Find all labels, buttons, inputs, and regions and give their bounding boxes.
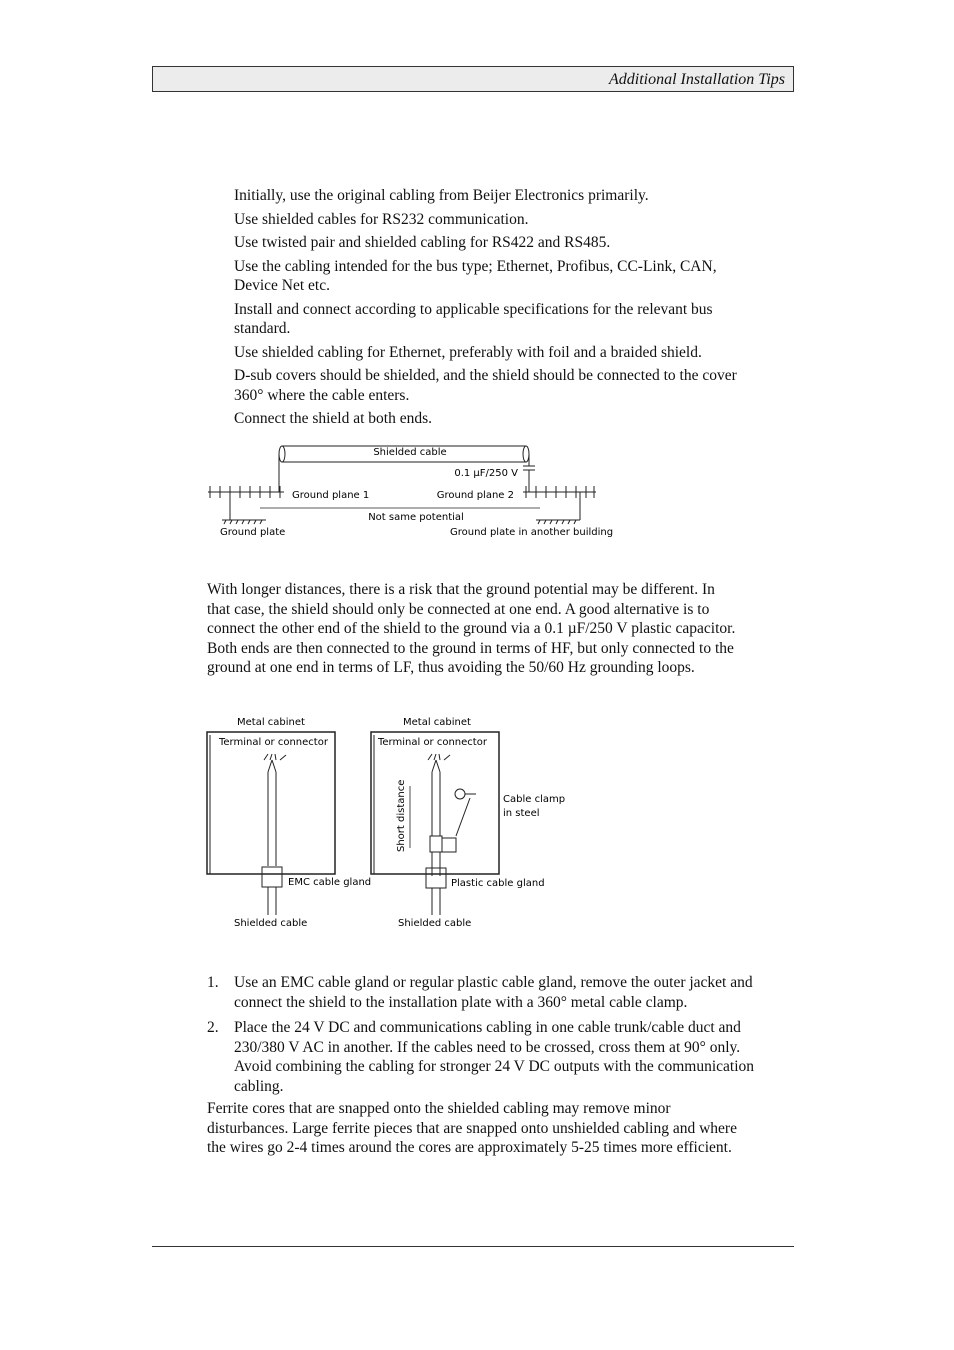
list-item: Use twisted pair and shielded cabling for RS422 and RS485. bbox=[234, 234, 611, 251]
list-item: D-sub covers should be shielded, and the shield should be connected to the cover 360° where the cable enters. bbox=[234, 367, 737, 404]
list-item: Install and connect according to applicable specifications for the relevant bus standard. bbox=[234, 300, 713, 337]
capacitor-label: 0.1 µF/250 V bbox=[454, 468, 518, 479]
footer-divider bbox=[152, 1246, 794, 1247]
emc-gland-label: EMC cable gland bbox=[288, 877, 372, 888]
list-item: Connect the shield at both ends. bbox=[234, 410, 433, 427]
left-terminal-label: Terminal or connector bbox=[219, 737, 328, 748]
item-text: Use an EMC cable gland or regular plastic cable gland, remove the outer jacket and connect the shield to the installation plate with a 360° metal cable clamp. bbox=[234, 974, 753, 1011]
right-cabinet-label: Metal cabinet bbox=[403, 717, 471, 728]
list-item bbox=[207, 1018, 757, 1096]
tips-list bbox=[234, 186, 754, 433]
header-title: Additional Installation Tips bbox=[608, 71, 785, 88]
shield-grounding-diagram bbox=[200, 438, 630, 543]
numbered-list bbox=[207, 973, 757, 1102]
plastic-gland-label: Plastic cable gland bbox=[451, 878, 545, 889]
short-distance-label: Short distance bbox=[396, 779, 407, 852]
list-item: Use shielded cables for RS232 communication. bbox=[234, 210, 529, 228]
item-number: 2. bbox=[207, 1019, 219, 1036]
ground-plate-label: Ground plate bbox=[220, 527, 286, 538]
ferrite-paragraph: Ferrite cores that are snapped onto the shielded cabling may remove minor disturbances. Large ferrite pieces that are snapped onto unshielded cabling and where the wires go 2-4 times around the cores are approximately 5-25 times more efficient. bbox=[207, 1100, 737, 1156]
right-cable-label: Shielded cable bbox=[398, 918, 472, 929]
left-cabinet-label: Metal cabinet bbox=[237, 717, 305, 728]
cable-gland-diagram bbox=[200, 710, 590, 940]
not-same-potential-label: Not same potential bbox=[368, 512, 464, 523]
shielded-cable-label: Shielded cable bbox=[373, 447, 447, 458]
list-item: Use the cabling intended for the bus type; Ethernet, Profibus, CC-Link, CAN, Device Net etc. bbox=[234, 257, 717, 294]
item-text: Place the 24 V DC and communications cabling in one cable trunk/cable duct and 230/380 V AC in another. If the cables need to be crossed, cross them at 90° only. Avoid combining the cabling for stronger 24 V DC outputs with the communication cabling. bbox=[234, 1019, 755, 1095]
ground-potential-paragraph: With longer distances, there is a risk that the ground potential may be different. In that case, the shield should only be connected at one end. A good alternative is to connect the other end of the shield to the ground via a 0.1 µF/250 V plastic capacitor. Both ends are then connected to the ground in terms of HF, but only connected to the ground at one end in terms of LF, thus avoiding the 50/60 Hz grounding loops. bbox=[207, 581, 736, 676]
item-number: 1. bbox=[207, 974, 219, 991]
page-header bbox=[152, 66, 794, 92]
left-cable-label: Shielded cable bbox=[234, 918, 308, 929]
right-terminal-label: Terminal or connector bbox=[378, 737, 487, 748]
list-item: Use shielded cabling for Ethernet, preferably with foil and a braided shield. bbox=[234, 343, 702, 361]
ground-plate-other-label: Ground plate in another building bbox=[450, 527, 614, 538]
list-item: Initially, use the original cabling from Beijer Electronics primarily. bbox=[234, 187, 649, 204]
ground-plane-1-label: Ground plane 1 bbox=[292, 490, 370, 501]
ground-plane-2-label: Ground plane 2 bbox=[436, 490, 514, 501]
clamp-label-line1: Cable clamp bbox=[503, 794, 566, 805]
clamp-label-line2: in steel bbox=[503, 808, 540, 819]
list-item bbox=[207, 973, 757, 1012]
